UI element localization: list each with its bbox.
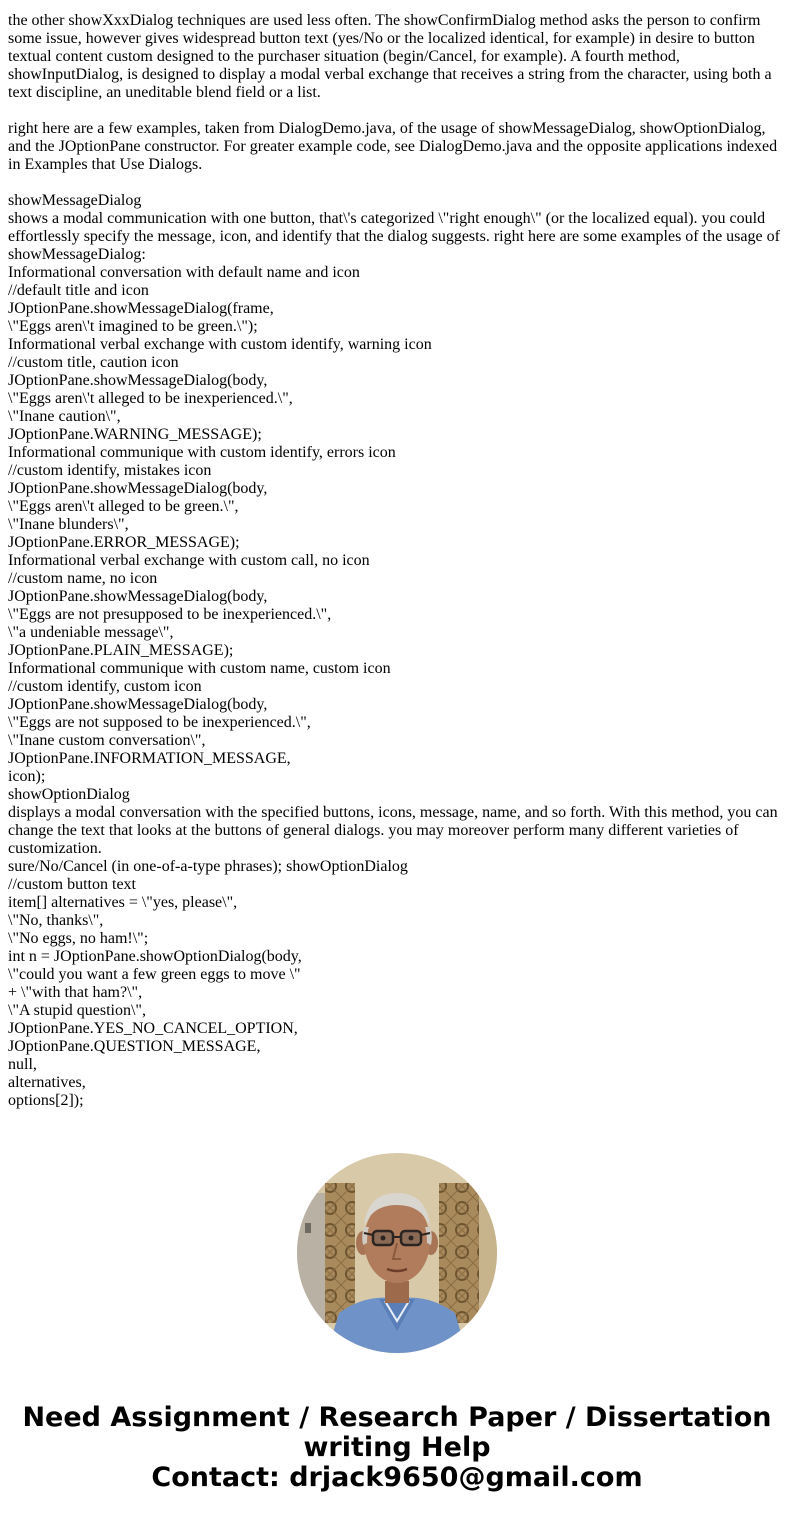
promo-line-1: Need Assignment / Research Paper / Dissertation (22, 1402, 772, 1433)
text-line: displays a modal conversation with the specified buttons, icons, message, name, and so forth. With this method, you can change the text that looks at the buttons of general dialogs. you may moreover perform many different varieties of customization. (8, 804, 778, 857)
code-line: //custom button text (8, 876, 136, 893)
code-line: JOptionPane.showMessageDialog(body, (8, 372, 268, 389)
code-line: JOptionPane.showMessageDialog(body, (8, 588, 268, 605)
code-line: icon); (8, 768, 46, 785)
intro-paragraph: the other showXxxDialog techniques are used less often. The showConfirmDialog method asks the person to confirm some issue, however gives widespread button text (yes/No or the localized identical, for example) in desire to button textual content custom designed to the purchaser situation (begin/Cancel, for example). A fourth method, showInputDialog, is designed to display a modal verbal exchange that receives a string from the character, using both a text discipline, an uneditable blend field or a list. (8, 12, 772, 101)
code-line: \"Inane blunders\", (8, 516, 129, 533)
contact-email: Contact: drjack9650@gmail.com (151, 1462, 643, 1493)
code-line: JOptionPane.WARNING_MESSAGE); (8, 426, 262, 443)
code-line: JOptionPane.QUESTION_MESSAGE, (8, 1038, 261, 1055)
code-line: \"No eggs, no ham!\"; (8, 930, 149, 947)
code-line: \"could you want a few green eggs to move \" (8, 966, 301, 983)
code-line: //custom identify, custom icon (8, 678, 202, 695)
text-line: sure/No/Cancel (in one-of-a-type phrases); showOptionDialog (8, 858, 408, 875)
code-line: alternatives, (8, 1074, 86, 1091)
code-line: JOptionPane.ERROR_MESSAGE); (8, 534, 240, 551)
code-line: JOptionPane.showMessageDialog(frame, (8, 300, 274, 317)
code-line: int n = JOptionPane.showOptionDialog(body, (8, 948, 302, 965)
examples-paragraph: right here are a few examples, taken from DialogDemo.java, of the usage of showMessageDialog, showOptionDialog, and the JOptionPane constructor. For greater example code, see DialogDemo.java and the opposite applications indexed in Examples that Use Dialogs. (8, 120, 778, 173)
text-line: Informational verbal exchange with custom call, no icon (8, 552, 370, 569)
text-line: Informational communique with custom name, custom icon (8, 660, 391, 677)
code-line: options[2]); (8, 1092, 84, 1109)
section-heading-showoptiondialog: showOptionDialog (8, 786, 130, 803)
article-body (8, 12, 786, 1110)
promo-line-2: writing Help (303, 1432, 491, 1463)
code-line: \"Eggs aren\'t alleged to be inexperienced.\", (8, 390, 293, 407)
code-line: //default title and icon (8, 282, 149, 299)
text-line: Informational communique with custom identify, errors icon (8, 444, 396, 461)
code-line: \"a undeniable message\", (8, 624, 174, 641)
code-line: item[] alternatives = \"yes, please\", (8, 894, 238, 911)
text-line: Informational conversation with default name and icon (8, 264, 360, 281)
code-line: \"Eggs are not supposed to be inexperienced.\", (8, 714, 311, 731)
code-line: \"Eggs aren\'t imagined to be green.\"); (8, 318, 258, 335)
code-line: \"Inane caution\", (8, 408, 121, 425)
code-line: null, (8, 1056, 37, 1073)
code-line: JOptionPane.showMessageDialog(body, (8, 696, 268, 713)
code-line: //custom title, caution icon (8, 354, 179, 371)
code-line: JOptionPane.YES_NO_CANCEL_OPTION, (8, 1020, 298, 1037)
code-line: \"Eggs are not presupposed to be inexperienced.\", (8, 606, 332, 623)
code-line: //custom identify, mistakes icon (8, 462, 212, 479)
code-line: //custom name, no icon (8, 570, 158, 587)
text-line: Informational verbal exchange with custom identify, warning icon (8, 336, 432, 353)
author-avatar (297, 1153, 497, 1353)
code-line: + \"with that ham?\", (8, 984, 143, 1001)
code-line: \"Eggs aren\'t alleged to be green.\", (8, 498, 239, 515)
code-line: JOptionPane.showMessageDialog(body, (8, 480, 268, 497)
code-listing (8, 192, 786, 1110)
code-line: JOptionPane.INFORMATION_MESSAGE, (8, 750, 291, 767)
promo-footer (0, 1403, 794, 1493)
text-line: shows a modal communication with one button, that\'s categorized \"right enough\" (or the localized equal). you could effortlessly specify the message, icon, and identify that the dialog suggests. right here are some examples of the usage of showMessageDialog: (8, 210, 780, 263)
code-line: JOptionPane.PLAIN_MESSAGE); (8, 642, 234, 659)
section-heading-showmessagedialog: showMessageDialog (8, 192, 142, 209)
code-line: \"Inane custom conversation\", (8, 732, 206, 749)
code-line: \"No, thanks\", (8, 912, 104, 929)
code-line: \"A stupid question\", (8, 1002, 146, 1019)
